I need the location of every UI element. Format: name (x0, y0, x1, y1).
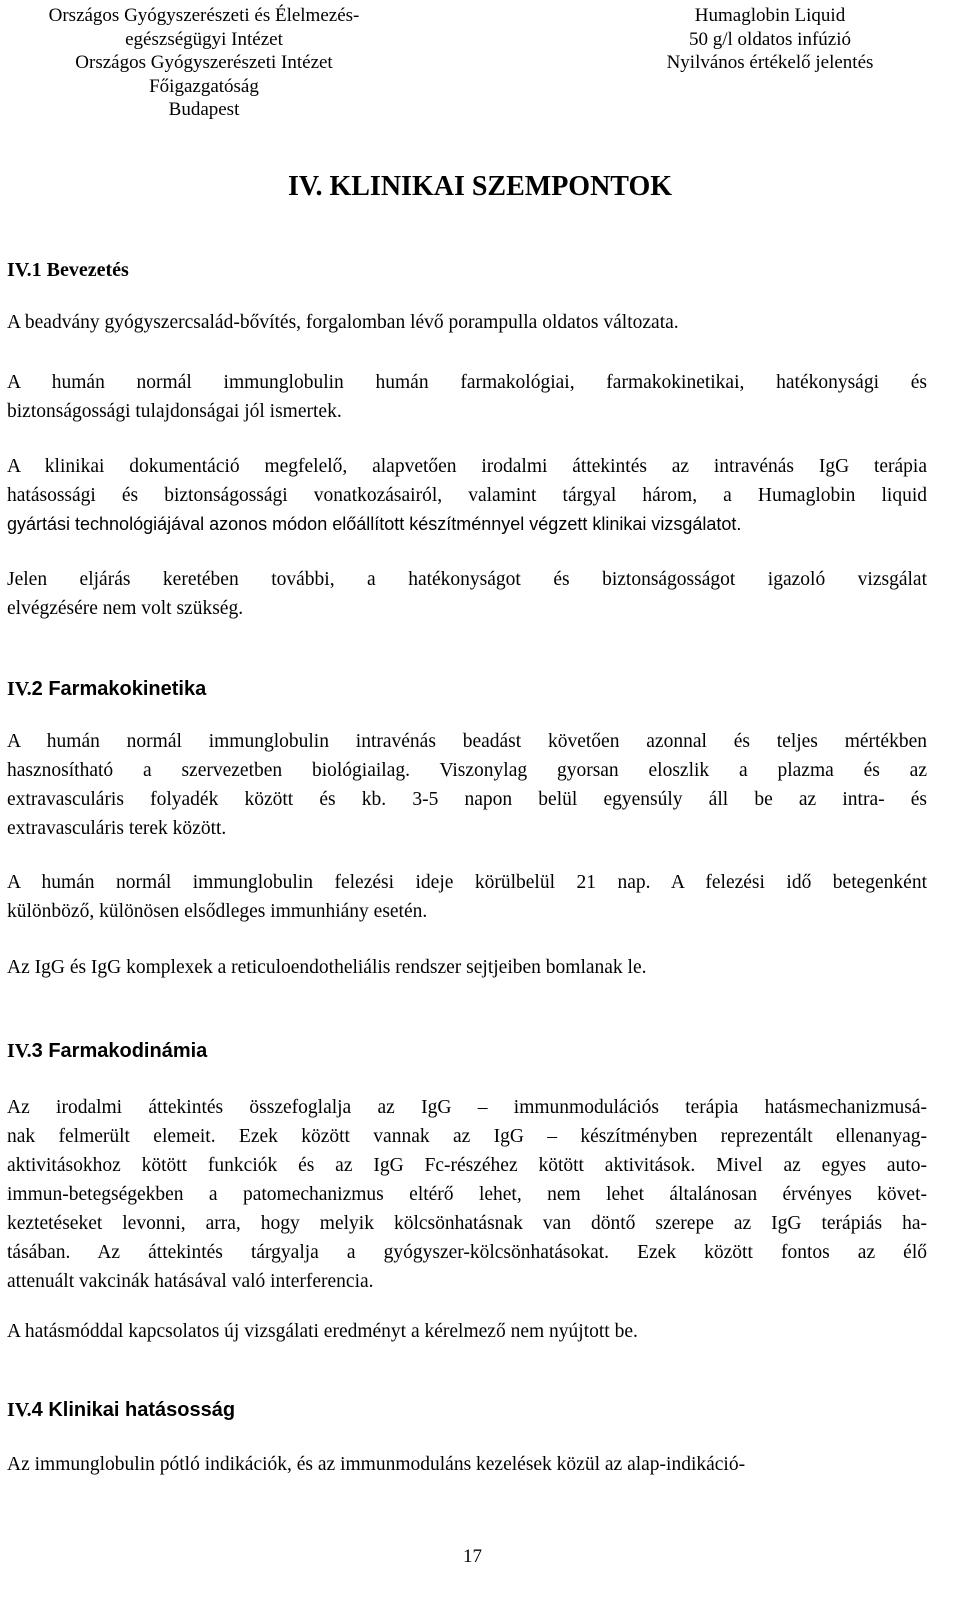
paragraph (7, 368, 927, 426)
text-line: A humán normál immunglobulin intravénás beadást követően azonnal és teljes mértékben (7, 731, 927, 752)
text-line: extravasculáris terek között. (7, 818, 227, 839)
header-left-line: Országos Gyógyszerészeti Intézet (75, 52, 333, 73)
text-line: hatásossági és biztonságossági vonatkozásairól, valamint tárgyal három, a Humaglobin liquid (7, 485, 927, 506)
text-line: Az irodalmi áttekintés összefoglalja az IgG – immunmodulációs terápia hatásmechanizmusá- (7, 1097, 927, 1118)
section-heading-clinical-efficacy (7, 1397, 235, 1423)
text-line: különböző, különösen elsődleges immunhiány esetén. (7, 901, 428, 922)
chapter-title: IV. KLINIKAI SZEMPONTOK (287, 171, 673, 202)
page-number: 17 (463, 1546, 482, 1567)
text-line: Az immunglobulin pótló indikációk, és az immunmoduláns kezelések közül az alap-indikáció- (7, 1454, 746, 1475)
text-line: hasznosítható a szervezetben biológiailag. Viszonylag gyorsan eloszlik a plazma és az (7, 760, 927, 781)
paragraph (7, 1093, 927, 1296)
paragraph (7, 308, 927, 337)
section-number: IV. (7, 1040, 32, 1062)
header-left-line: Főigazgatóság (149, 75, 259, 97)
section-title: 2 Farmakokinetika (31, 678, 207, 700)
text-line: A hatásmóddal kapcsolatos új vizsgálati eredményt a kérelmező nem nyújtott be. (7, 1321, 638, 1342)
text-line: A klinikai dokumentáció megfelelő, alapvetően irodalmi áttekintés az intravénás IgG terápia (7, 456, 927, 477)
text-line: gyártási technológiájával azonos módon előállított készítménnyel végzett klinikai vizsgálatot. (7, 514, 742, 534)
text-line: immun-betegségekben a patomechanizmus eltérő lehet, nem lehet általánosan érvényes követ- (7, 1184, 927, 1205)
paragraph (7, 868, 927, 926)
section-heading-introduction: IV.1 Bevezetés (7, 259, 129, 281)
text-line: nak felmerült elemeit. Ezek között vannak az IgG – készítményben reprezentált ellenanyag- (7, 1126, 927, 1147)
text-line: A beadvány gyógyszercsalád-bővítés, forgalomban lévő porampulla oldatos változata. (7, 312, 679, 333)
paragraph (7, 565, 927, 623)
header-left-line: egészségügyi Intézet (125, 28, 283, 50)
text-line: extravasculáris folyadék között és kb. 3-5 napon belül egyensúly áll be az intra- és (7, 789, 927, 810)
section-heading-pharmacodynamics (7, 1038, 207, 1064)
header-right-line: 50 g/l oldatos infúzió (688, 28, 851, 50)
paragraph (7, 1317, 927, 1346)
header-left (4, 4, 404, 122)
text-line: tásában. Az áttekintés tárgyalja a gyógyszer-kölcsönhatásokat. Ezek között fontos az élő (7, 1242, 927, 1263)
header-right (610, 4, 930, 75)
text-line: A humán normál immunglobulin humán farmakológiai, farmakokinetikai, hatékonysági és (7, 372, 927, 393)
text-line: elvégzésére nem volt szükség. (7, 598, 244, 619)
section-heading-pharmacokinetics (7, 676, 206, 702)
text-line: attenuált vakcinák hatásával való interferencia. (7, 1271, 374, 1292)
text-line: Jelen eljárás keretében további, a hatékonyságot és biztonságosságot igazoló vizsgálat (7, 569, 927, 590)
section-number: IV. (7, 678, 32, 700)
paragraph (7, 953, 927, 982)
header-left-line: Budapest (168, 99, 240, 120)
paragraph (7, 727, 927, 843)
header-right-line: Nyilvános értékelő jelentés (666, 52, 874, 73)
section-number: IV. (7, 1399, 32, 1421)
paragraph (7, 1450, 927, 1479)
header-left-line: Országos Gyógyszerészeti és Élelmezés- (48, 5, 360, 26)
paragraph (7, 452, 927, 539)
header-right-line: Humaglobin Liquid (694, 5, 846, 26)
text-line: A humán normál immunglobulin felezési ideje körülbelül 21 nap. A felezési idő betegenként (7, 872, 927, 893)
section-title: 3 Farmakodinámia (31, 1040, 208, 1062)
text-line: aktivitásokhoz kötött funkciók és az IgG Fc-részéhez kötött aktivitások. Mivel az egyes auto- (7, 1155, 927, 1176)
text-line: keztetéseket levonni, arra, hogy melyik kölcsönhatásnak van döntő szerepe az IgG terápiás ha- (7, 1213, 927, 1234)
section-title: 4 Klinikai hatásosság (31, 1399, 236, 1421)
text-line: Az IgG és IgG komplexek a reticuloendotheliális rendszer sejtjeiben bomlanak le. (7, 957, 647, 978)
text-line: biztonságossági tulajdonságai jól ismertek. (7, 401, 342, 422)
